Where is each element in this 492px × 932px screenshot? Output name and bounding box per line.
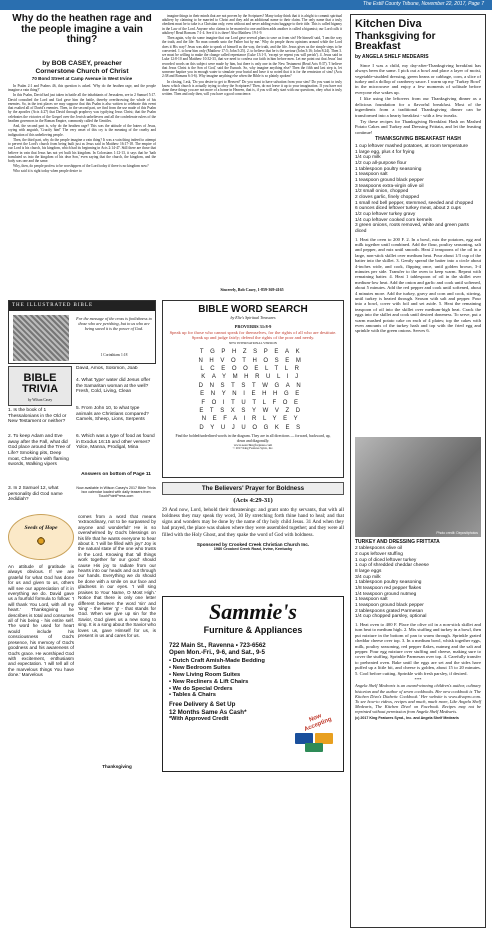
trivia-title-block	[8, 366, 72, 406]
kitchen-diva	[350, 14, 486, 928]
list-item: • Dutch Craft Amish-Made Bedding	[169, 658, 265, 665]
list-item: 1/4 cup leftover cooked corn kernels	[355, 217, 433, 223]
frittata-title: TURKEY AND DRESSING FRITTATA	[355, 538, 440, 545]
kitchen-intro: Since I was a child, my day-after-Thanksgiving breakfast has always been the same. I pick out a bowl and place a layer of moist, vegetable-studded dressing, green beans or cabbage, corn, a slice of turkey and a dollop of cranberry sauce. I warm up my 'Turkey Bowl' in the microwave and enjoy a few moments of solitude before everyone else wakes up. I like using the leftovers from our Thanksgiving dinner as a delicious foundation for a flavorful breakfast. Most of the ingredients from a traditional Thanksgiving dinner can be transformed into a hearty breakfast - with a few tweaks. Try these recipes for Thanksgiving Breakfast Hash on Mashed Potato Cakes and Turkey and Dressing Frittata, and let the feasting continue!	[355, 62, 481, 135]
sammies-ad	[162, 596, 344, 772]
list-item: 1 teaspoon salt	[355, 172, 388, 178]
frittata-steps: 1. Heat oven to 400 F. Place the olive oil in a non-stick skillet and turn heat to medium high. 2. Mix stuffing and turkey in a bowl, then put mixture in the bottom of pan to warm through. Sprinkle grated cheddar cheese over top. 3. In a medium bowl, whisk together eggs, milk, poultry seasoning, red pepper flakes, nutmeg and the salt and pepper. Pour egg mixture over stuffing and cheese, making sure to cover the stuffing. Sprinkle Parmesan over top. 4. Carefully transfer to preheated oven. Bake until the eggs are set and the sides have puffed up a little bit, and cheese is golden, about 15 to 20 minutes. 5. Cool before cutting. Sprinkle with fresh parsley, if desired.	[355, 621, 481, 676]
grid-row: ETSXSYWVZD	[199, 408, 307, 415]
grid-row: NHVOTHOSEM	[198, 357, 308, 364]
list-item: • We do Special Orders	[169, 685, 233, 692]
trivia-q2: 2. To keep Adam and Eve away after the Fall, what did God place around the Tree of Life? Smoking pits, Deep moat, Cherubim with flaming swords, Walking vipers	[8, 434, 71, 468]
bible-trivia	[8, 366, 156, 510]
illustrated-verse: For the message of the cross is foolishness to those who are perishing, but to us who are being saved it is the power of God.	[76, 316, 152, 331]
sammies-items	[169, 658, 343, 699]
list-item: 2 cloves garlic, finely chopped	[355, 194, 419, 200]
list-item: 1 teaspoon salt	[355, 597, 388, 603]
frittata-ingredients	[355, 546, 481, 620]
seeds-col2: comes from a word that means 'extraordinary, not to be surpassed by anyone and wonderful!' He is so overwhelmed by God's blessings on his life that he wants everyone to hear about it. 'I will be filled with joy!' Joy is the natural state of the one who trusts in the Lord. Knowing that 'all things work together for our good' should cause His joy to radiate from our hearts into our heads and out through our hands. Everything we do should be done with a smile on our face and gladness in our eyes. 'I will sing praises to Your Name, O Most High.' Notice that there is only one letter different between the word 'sin' and 'sing' - the letter 'g' - that stands for God. When we give up sin for the Savior, God gives us a new song to sing. It is a song about the Savior who loves us, gave Himself for us, is present in us and cares for us.	[78, 514, 156, 638]
list-item: 1 teaspoon ground black pepper	[355, 602, 424, 608]
sammies-months: 12 Months Same As Cash*	[169, 708, 247, 716]
grid-row: TGPHZSPEAK	[199, 349, 307, 356]
trivia-q1: 1. Is the book of 1 Thessalonians in the Old or New Testament or neither?	[8, 408, 67, 425]
wordsearch-proverbs: PROVERBS 31:8-9	[234, 323, 272, 329]
grid-row: LCEOOELTLR	[200, 366, 306, 373]
food-photo	[355, 437, 481, 537]
seeds-col1: An attitude of gratitude is always obvious. If we are grateful for what God has done for us and given to us, others will see our appreciation of it in everything we do. David gave us a fourfold formula to follow: 'I will thank You Lord, with all my heart.' Thanksgiving he describes is total and consumes all of his being - his entire self. The word he used for heart would include his consciousness of God's presence, his memory of God's goodness and his awareness of God's grace. He worshiped God with excitement, enthusiasm and expectation. 'I will tell all of the marvelous things You have done.' Marvelous	[8, 564, 74, 678]
prayer-body: 29 And now, Lord, behold their threatenings: and grant unto thy servants, that with all boldness they may speak thy word, 30 By stretching forth thine hand to heal; and that signs and wonders may be done by the name of thy holy child Jesus. 31 And when they had prayed, the place was shaken where they were assembled together; and they were all filled with the Holy Ghost, and they spake the word of God with boldness.	[162, 507, 344, 538]
heathen-signoff: Sincerely, Bob Casey, 1-859-369-4165	[220, 287, 284, 292]
list-item: 1 tablespoon poultry seasoning	[355, 166, 422, 172]
list-item: • New Bedroom Suites	[169, 665, 231, 672]
hash-title: THANKSGIVING BREAKFAST HASH	[375, 136, 461, 143]
wordsearch-version: NEW INTERNATIONAL VERSION	[229, 340, 277, 345]
trivia-q6: 6. Which was a type of food as found in Exodus 16:15 and other verses? Yolce, Manna, Prodigal, Mina	[76, 434, 155, 451]
list-item: 1 tablespoon poultry seasoning	[355, 580, 422, 586]
prayer-ref: (Acts 4:29-31)	[233, 497, 273, 505]
grid-row: DNSTSTWGAN	[198, 382, 308, 389]
grid-row: DYUJUOGKES	[199, 424, 307, 431]
list-item: 1 large egg, plus 4 for frying	[355, 149, 415, 155]
seeds-of-hope	[8, 514, 156, 772]
trivia-q5: 5. From John 10, to what type animals are Christians compared? Camels, Sheep, Lions, Serpents	[76, 406, 149, 423]
list-item: 2 tablespoons grated Parmesan	[355, 608, 423, 614]
list-item: 1/2 small onion, chopped	[355, 189, 409, 195]
kitchen-byline: by ANGELA SHELF MEDEARIS	[355, 53, 429, 60]
illustrated-ref: 1 Corinthians 1:18	[100, 353, 128, 357]
list-item: 8 large eggs	[355, 569, 382, 575]
kitchen-stars: ***	[414, 677, 422, 683]
prayer-title-bar	[162, 482, 344, 495]
card-logos-icon	[295, 733, 335, 753]
sammies-tagline: Furniture & Appliances	[203, 625, 303, 635]
trivia-q3: 3. In 2 Samuel 12, what personality did God name Jedidiah?	[8, 486, 63, 503]
sammies-delivery: Free Delivery & Set Up	[169, 701, 236, 709]
sammies-hours: Open Mon.-Fri., 9-6, and Sat., 9-5	[169, 648, 265, 656]
sammies-name: Sammie's	[208, 599, 297, 624]
list-item: 2 cups leftover stuffing	[355, 552, 403, 558]
kitchen-bio: Angela Shelf Medearis is an award-winning children's author, culinary historian and the author of seven cookbooks. Her new cookbook is 'The Kitchen Diva's Diabetic Cookbook.' Her website is www.divapro.com. To see how-to videos, recipes and much, much more, Like Angela Shelf Medearis, The Kitchen Diva! on Facebook. Recipes may not be reprinted without permission from Angela Shelf Medearis.	[355, 683, 481, 715]
list-item: 1/4 cup chopped parsley, optional	[355, 614, 427, 620]
list-item: 1 teaspoon ground black pepper	[355, 177, 424, 183]
heathen-col2: imagine things in their minds that are not proven by the Scriptures? Many today think that it is alright to commit spiritual adultery by claiming to be married to Christ and they add an additional name to their claim. The only name that a truly obedient must be to take is a Christian only, even without and never adding extra baggage to their title. This is called bigamy in the Law of the Lord. Anyone who claims to be married to one and then adds another is called a bigamist; our Lord calls it adultery! Read Romans 7:1-4. See if it is there! Also Matthew 19:1-9. Then again, why do some imagine that our Lord gave several plans to save us from sin? He himself said, 'I am the way the truth, and the life: No man cometh unto the Father but by me.' Why do people throw opinions around while the Lord does it His way? Jesus was able to speak of himself as the way, the truth, and the life. Jesus gives us the simple steps to be converted. 1. to hear him only (Matthew 17:5; John 5:25). 2. to believe that he is the saviour (John 3:16; John 8:24). Then 3. we must be willing to make the change called repentance (Luke 13:1-5, 'except ye repent you will perish'). 4. Jesus said in Luke 12:8-10 and Matthew 10:32-33, that we need to confess our faith in him before men. Let me point out that Jesus' last recorded words on this subject were made by him, but there is only one in the New Testament (Read Acts 8:37). 'I believe that Jesus Christ is the Son of God,' said the Eunuch. So, why imagine anything else? Then the fifth and last step is, let someone baptize you in enough water to simulate your burial and have it so noted that it is for the remission of sins! (Acts 2:38 and Romans 6:3-6). Why imagine anything else when the Bible is so plainly spoken? In closing, I ask, 'Do you desire to get to Heaven?' Do you want to have salvation from your sins? Do you want to truly know which church is actually trying to obey the Scriptures? Then, do not leave it up to your imagination. If you have not done these things you are not more of a home in Heaven, that is, if you will only start with our questions, obey what is truly written. Then and only then, will you have a good conscience.	[162, 14, 342, 97]
seeds-badge	[8, 514, 74, 560]
page-runner: The Estill County Tribune, November 22, 2017, Page 7	[362, 1, 484, 7]
sammies-credit: *With Approved Credit	[169, 715, 229, 722]
hash-steps: 1. Heat the oven to 200 F. 2. In a bowl, mix the potatoes, egg and milk together until combined. Add the flour, poultry seasoning, salt and pepper, and mix until smooth. Heat 2 teaspoons of the oil in a large, non-stick skillet over medium heat. Pour about 1/3 cup of the batter into the skillet. 3. Gently spread the batter into a circle about 4-inches wide, and cook, flipping once, until golden brown, 3-4 minutes per side. Transfer to the oven to keep warm. Repeat with remaining batter. 4. Heat 1 tablespoon of oil in the skillet over medium-low heat. Add the onion and garlic and cook until softened, about 5 minutes. Add the red pepper and cook until softened, about 4 minutes more. Add the turkey, gravy and corn and cook, stirring, until turkey is heated through. Season with salt and pepper. Pour into a bowl, cover with foil and set aside. 5. Heat the remaining teaspoon of oil into the skillet over medium-high heat. Crack the eggs into the skillet and cook until desired doneness. To serve, put a warm mashed potato cake on each of 4 plates; top the cakes with even amounts of the turkey hash and top with the fried egg and sprinkle with the green onions. Serves 6.	[355, 236, 481, 334]
list-item: 1 small red bell pepper, stemmed, seeded and chopped	[355, 200, 474, 206]
heathen-col1: In Psalm 2:1 and Psalms 46, this question is asked. 'Why do the heathen rage, and the people imagine a vain thing?' In this Psalm, David had just taken in battle all the inhabitants of Jerusalem, see in 2 Samuel 5:17. David consulted the Lord and God gave him the battle, thereby overthrowing the whole of his enemies. So, in the text places we may suppose that this Psalm is also written to celebrate this event that exalted all of David's enemies. Then, in the second part, we find from the use made of this Psalm by the apostles (Acts 4:27) that David through prophecy was typifying Jesus Christ; that the Psalm celebrates the victories of the Gospel over the Jewish unbelievers and all the confederate rulers of the heathen governors in the Roman Empire, commonly called the Gentiles. And, the second part is, why do the heathen rage? This was the attitude of the haters of Jesus, crying with anguish, 'Crucify him!' The very onset of this cry is the meaning of the cruelty and indignation of this unbelieving people. Then, the third part, why do the people imagine a vain thing? It was a vain thing indeed to attempt to pervert the Lord's church from being built just as Jesus said in Matthew 16:17-18. The empire of our Lord is his church, his kingdom, which had its beginning in Acts 2:14-47. Still there are those that believe in vain that Jesus has not yet built his kingdom. In Colossians 1:12-13, it says that he 'hath translated us into the kingdom of his dear Son,' even saying that the church, the kingdom, and the body was one and the same. Why, then, do people profess to be worshippers of the Lord today if there is no kingdom now? Who said it is right today when people desire to	[8, 84, 156, 174]
sammies-address: 722 Main St., Ravenna • 723-6562	[169, 641, 266, 649]
heathen-byline: by BOB CASEY, preacher	[42, 60, 122, 67]
list-item: 6 ounces diced leftover turkey meat, about 2 cups	[355, 206, 461, 212]
illustrated-art	[13, 315, 69, 361]
wordsearch-verse: Speak up for those who cannot speak for themselves, for the rights of all who are destitute. Speak up and judge fairly; defend the rights of the poor and needy.	[169, 329, 337, 341]
hash-ingredients	[355, 144, 481, 235]
list-item: 1/4 teaspoon ground nutmeg	[355, 591, 417, 597]
page-header-bar	[0, 0, 492, 10]
kitchen-headline: Thanksgiving for Breakfast	[355, 30, 436, 53]
bible-word-search	[162, 300, 344, 478]
credit-card-icon	[305, 743, 323, 752]
list-item: 1 cup of shredded cheddar cheese	[355, 563, 429, 569]
heathen-church: Cornerstone Church of Christ	[35, 68, 129, 75]
seeds-title: Seeds of Hope	[24, 525, 58, 531]
list-item: 3/4 cup milk	[355, 574, 381, 580]
trivia-q3-options: David, Amos, Solomon, Joab	[76, 366, 138, 371]
seeds-kicker: Thanksgiving	[102, 764, 132, 769]
believers-prayer	[162, 482, 344, 590]
grid-row: NEFAIRLYEY	[201, 416, 305, 423]
list-item: 3 teaspoons extra-virgin olive oil	[355, 183, 424, 189]
seeds-flower-icon	[35, 535, 47, 547]
prayer-sponsor: Sponsored by Crooked Creek Christian Church Inc.	[196, 541, 310, 547]
wordsearch-sub: by Elie's Spiritual Treasures	[230, 314, 276, 320]
heathen-address: 70 Bond Street at Camp Avenue in West Irvine	[31, 76, 133, 81]
wordsearch-grid	[163, 348, 343, 432]
wordsearch-footer: Find the bolded/underlined words in the diagram. They are in all directions — forward, backward, up, down and diagonally.	[175, 434, 331, 443]
list-item: 1/4 cup milk	[355, 155, 381, 161]
kitchen-copyright: (c) 2017 King Features Synd., Inc. and Angela Shelf Medearis	[355, 715, 459, 720]
grid-row: KAYMHRULIJ	[201, 374, 305, 381]
grid-row: ENYNIEHHGE	[200, 391, 306, 398]
trivia-answers-title: Answers on bottom of Page 11	[81, 472, 151, 477]
wordsearch-copy: © 2017 King Features Synd., Inc.	[232, 446, 274, 451]
list-item: 1 cup of diced leftover turkey	[355, 557, 417, 563]
trivia-title: BIBLE TRIVIA	[21, 372, 59, 395]
list-item: 2 tablespoons olive oil	[355, 546, 403, 552]
wordsearch-title: BIBLE WORD SEARCH	[198, 304, 308, 315]
illustrated-bible	[8, 300, 156, 364]
list-item: • Tables & Chairs	[169, 692, 217, 699]
prayer-sponsor-address: 1980 Crooked Creek Road, Irvine, Kentucky	[213, 547, 293, 552]
grid-row: FOITUTLFOE	[201, 399, 305, 406]
trivia-answers-note: Now available in Wilson Casey's 2017 Bible Trivia box calendar loaded with daily teasers from TouchPointPress.com	[76, 486, 156, 499]
list-item: 1/2 cup leftover turkey gravy	[355, 211, 416, 217]
illustrated-banner: THE ILLUSTRATED BIBLE	[9, 301, 155, 311]
sammies-accepting: Now Accepting	[303, 713, 333, 734]
list-item: • New Recliners & Lift Chairs	[169, 678, 249, 685]
list-item: 1 cup leftover mashed potatoes, at room temperature	[355, 144, 469, 150]
wordsearch-site: www.searchingforjesus.com	[233, 443, 273, 448]
list-item: 3 green onions, roots removed, white and green parts diced	[355, 223, 469, 234]
list-item: • New Living Room Suites	[169, 671, 241, 678]
list-item: 1/2 cup all-purpose flour	[355, 161, 407, 166]
photo-credit: Photo credit: Depositphotos	[436, 530, 478, 535]
heathen-title: Why do the heathen rage and the people imagine a vain thing?	[12, 14, 152, 45]
prayer-title: The Believers' Prayer for Boldness	[201, 485, 305, 492]
trivia-q4: 4. What 'type' water did Jesus offer the Samaritan woman at the well? Fresh, Cold, Living, Clean	[76, 378, 151, 395]
kitchen-title: Kitchen Diva	[355, 18, 422, 30]
trivia-author: by Wilson Casey	[27, 398, 53, 402]
heathen-article	[8, 14, 344, 296]
list-item: 1/8 teaspoon red pepper flakes	[355, 586, 422, 592]
